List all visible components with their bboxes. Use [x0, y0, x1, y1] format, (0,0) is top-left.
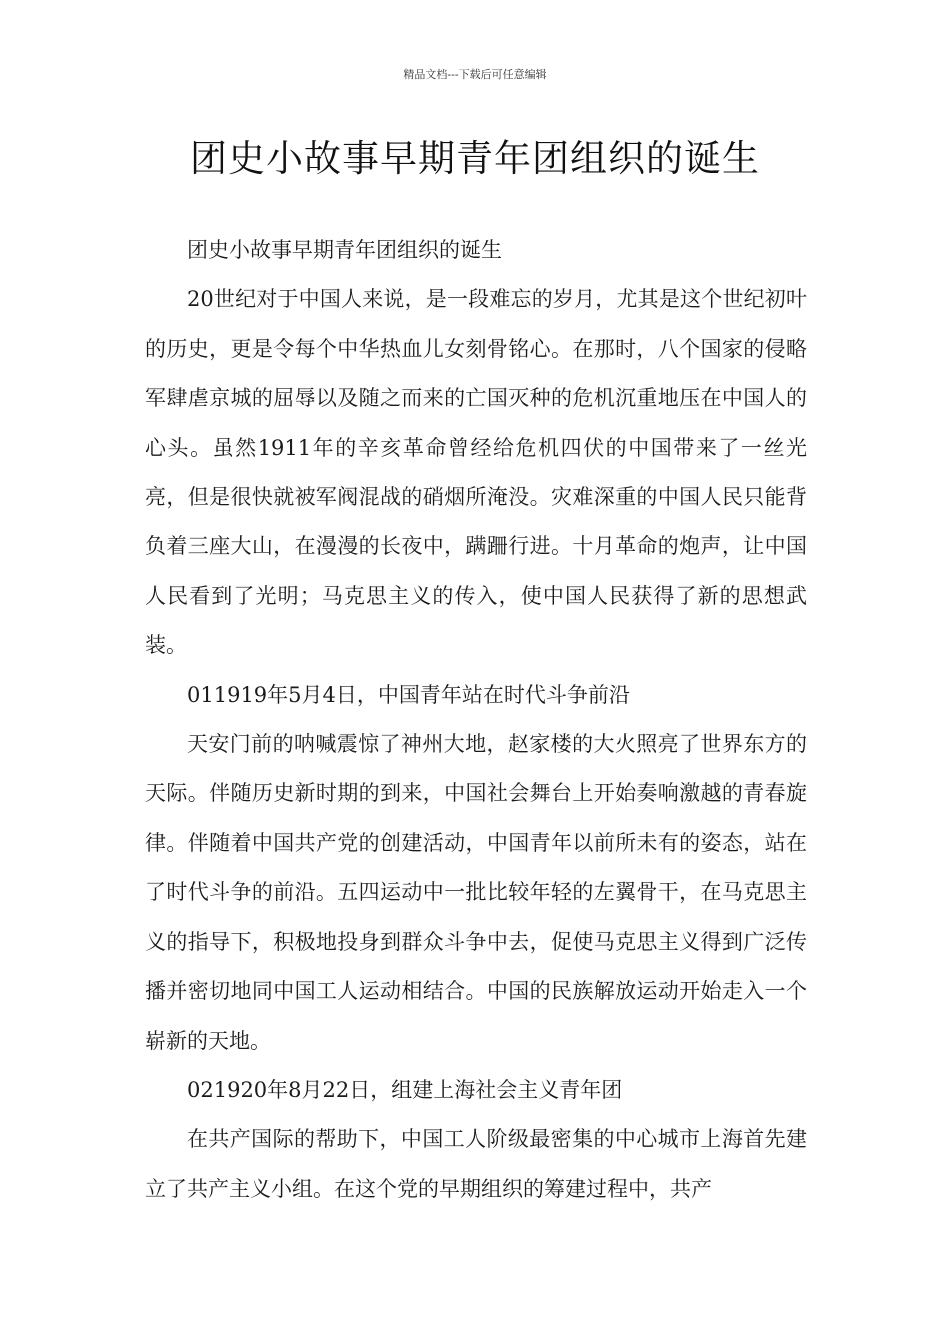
header-note: 精品文档---下载后可任意编辑: [403, 68, 547, 81]
document-title: 团史小故事早期青年团组织的诞生: [190, 137, 760, 180]
document-body: [145, 226, 807, 1214]
paragraph-section-1: 天安门前的呐喊震惊了神州大地，赵家楼的大火照亮了世界东方的天际。伴随历史新时期的到来，中国社会舞台上开始奏响激越的青春旋律。伴随着中国共产党的创建活动，中国青年以前所未有的姿态，站在了时代斗争的前沿。五四运动中一批比较年轻的左翼骨干，在马克思主义的指导下，积极地投身到群众斗争中去，促使马克思主义得到广泛传播并密切地同中国工人运动相结合。中国的民族解放运动开始走入一个崭新的天地。: [145, 732, 807, 1053]
section-heading-1: 011919年5月4日，中国青年站在时代斗争前沿: [187, 682, 630, 707]
paragraph-subtitle: 团史小故事早期青年团组织的诞生: [187, 238, 502, 262]
paragraph-section-2: 在共产国际的帮助下，中国工人阶级最密集的中心城市上海首先建立了共产主义小组。在这个党的早期组织的筹建过程中，共产: [145, 1127, 807, 1201]
paragraph-intro: 20世纪对于中国人来说，是一段难忘的岁月，尤其是这个世纪初叶的历史，更是令每个中华热血儿女刻骨铭心。在那时，八个国家的侵略军肆虐京城的屈辱以及随之而来的亡国灭种的危机沉重地压在中国人的心头。虽然1911年的辛亥革命曾经给危机四伏的中国带来了一丝光亮，但是很快就被军阀混战的硝烟所淹没。灾难深重的中国人民只能背负着三座大山，在漫漫的长夜中，蹒跚行进。十月革命的炮声，让中国人民看到了光明；马克思主义的传入，使中国人民获得了新的思想武装。: [145, 287, 807, 658]
section-heading-2: 021920年8月22日，组建上海社会主义青年团: [187, 1077, 623, 1102]
